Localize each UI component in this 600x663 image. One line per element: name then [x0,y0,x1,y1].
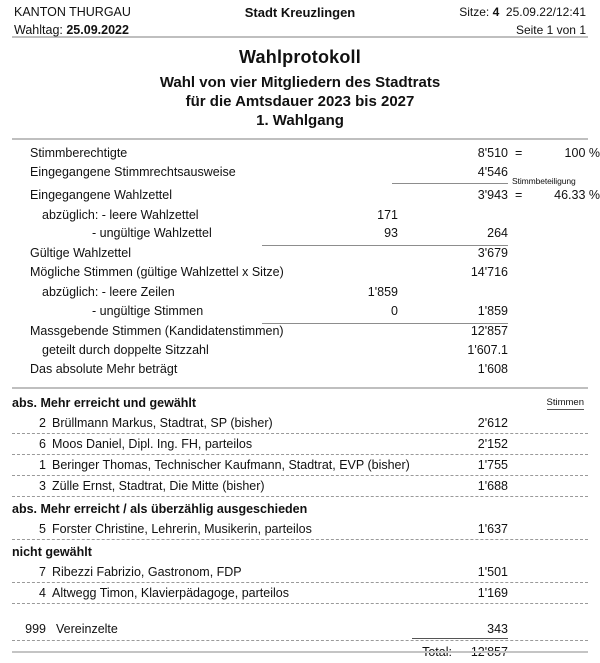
title-block [0,38,600,129]
title-round: 1. Wahlgang [256,112,344,129]
candidate-votes: 1'169 [477,586,508,600]
group-heading-surplus-label: abs. Mehr erreicht / als überzählig ausgeschieden [12,502,308,516]
divided-value: 1'607.1 [467,343,508,357]
candidate-votes: 2'152 [477,437,508,451]
printed-timestamp: 25.09.22/12:41 [505,5,586,19]
scattered-number: 999 [25,622,46,636]
table-row[interactable] [12,476,588,497]
footer-divider [12,651,588,653]
group-heading-elected-label: abs. Mehr erreicht und gewählt [12,396,197,410]
candidate-votes: 1'637 [477,522,508,536]
eligible-equals: = [515,146,523,160]
ballots-label: Eingegangene Wahlzettel [30,188,172,202]
stat-row-empty-ballots [12,205,588,225]
candidate-name: Forster Christine, Lehrerin, Musikerin, parteilos [52,522,312,536]
invalid-votes-total: 1'859 [477,304,508,318]
candidate-name: Brüllmann Markus, Stadtrat, SP (bisher) [52,416,273,430]
header-right-line1 [459,4,586,20]
divided-label: geteilt durch doppelte Sitzzahl [42,343,209,357]
decisive-label: Massgebende Stimmen (Kandidatenstimmen) [30,324,284,338]
candidate-votes: 1'688 [477,479,508,493]
candidate-number: 3 [39,479,46,493]
stat-row-ballots [12,176,600,205]
seats-value: 4 [492,5,500,19]
statistics-section [0,140,600,387]
stat-row-valid-ballots [12,245,588,264]
eligible-percent: 100 % [564,146,600,160]
absolute-label: Das absolute Mehr beträgt [30,362,178,376]
empty-lines-label: abzüglich: - leere Zeilen [42,285,175,299]
total-value: 12'857 [470,645,508,659]
table-row[interactable] [12,519,588,540]
empty-lines-value: 1'859 [367,285,398,299]
total-label: Total: [422,645,452,659]
eligible-label: Stimmberechtigte [30,146,128,160]
decisive-value: 12'857 [470,324,508,338]
invalid-votes-sub: 0 [391,304,398,318]
candidate-votes: 2'612 [477,416,508,430]
cards-value: 4'546 [477,165,508,179]
stat-row-eligible [12,145,600,164]
candidate-number: 7 [39,565,46,579]
candidate-number: 6 [39,437,46,451]
turnout-note: Stimmbeteiligung [512,176,576,186]
group-heading-elected [12,393,588,413]
ballots-value: 3'943 [477,188,508,202]
election-day-value: 25.09.2022 [66,23,129,37]
stat-row-possible-votes [12,264,588,283]
results-spacer [12,604,588,614]
empty-ballots-label: abzüglich: - leere Wahlzettel [42,208,199,222]
header-right [459,4,586,38]
group-heading-not-elected-label: nicht gewählt [12,545,92,559]
possible-votes-label: Mögliche Stimmen (gültige Wahlzettel x Sitze) [30,265,284,279]
empty-ballots-value: 171 [377,208,398,222]
scattered-label: Vereinzelte [56,622,118,636]
stat-row-empty-lines [12,283,588,303]
municipality-name: Stadt Kreuzlingen [244,5,356,20]
table-row[interactable] [12,455,588,476]
table-row[interactable] [12,562,588,583]
election-day [14,22,131,38]
stat-row-decisive-votes [12,323,588,342]
page-title: Wahlprotokoll [239,47,361,67]
votes-column-header: Stimmen [546,397,584,408]
stat-row-invalid-votes [12,303,588,323]
stat-row-divided [12,342,588,361]
cards-label: Eingegangene Stimmrechtsausweise [30,165,236,179]
candidate-name: Beringer Thomas, Technischer Kaufmann, Stadtrat, EVP (bisher) [52,458,410,472]
candidate-name: Altwegg Timon, Klavierpädagoge, parteilos [52,586,289,600]
seats-label: Sitze: [459,5,490,19]
candidate-votes: 1'501 [477,565,508,579]
table-row[interactable] [12,434,588,455]
group-heading-not-elected [12,542,588,562]
results-section [0,389,600,663]
table-row-scattered[interactable] [12,619,588,641]
invalid-ballots-sub: 93 [384,226,398,240]
candidate-number: 5 [39,522,46,536]
ballots-percent: 46.33 % [554,188,600,202]
candidate-name: Ribezzi Fabrizio, Gastronom, FDP [52,565,242,579]
stat-row-voting-cards [12,164,588,183]
scattered-votes: 343 [412,622,508,639]
invalid-ballots-label: - ungültige Wahlzettel [92,226,212,240]
absolute-value: 1'608 [477,362,508,376]
table-row[interactable] [12,413,588,434]
election-day-label: Wahltag: [14,23,63,37]
candidate-number: 2 [39,416,46,430]
candidate-name: Zülle Ernst, Stadtrat, Die Mitte (bisher) [52,479,265,493]
valid-ballots-value: 3'679 [477,246,508,260]
table-row[interactable] [12,583,588,604]
group-heading-surplus [12,499,588,519]
canton-name: KANTON THURGAU [14,5,131,19]
title-subline-2: für die Amtsdauer 2023 bis 2027 [185,93,415,110]
candidate-number: 4 [39,586,46,600]
ballots-equals: = [515,188,523,202]
candidate-number: 1 [39,458,46,472]
possible-votes-value: 14'716 [470,265,508,279]
eligible-value: 8'510 [477,146,508,160]
invalid-ballots-total: 264 [487,226,508,240]
invalid-votes-label: - ungültige Stimmen [92,304,204,318]
stat-row-invalid-ballots [12,225,588,245]
valid-ballots-label: Gültige Wahlzettel [30,246,131,260]
candidate-votes: 1'755 [477,458,508,472]
page-header [0,0,600,36]
stat-row-absolute-majority [12,361,588,380]
page-info: Seite 1 von 1 [515,23,586,37]
title-subline-1: Wahl von vier Mitgliedern des Stadtrats [159,74,441,91]
candidate-name: Moos Daniel, Dipl. Ing. FH, parteilos [52,437,253,451]
